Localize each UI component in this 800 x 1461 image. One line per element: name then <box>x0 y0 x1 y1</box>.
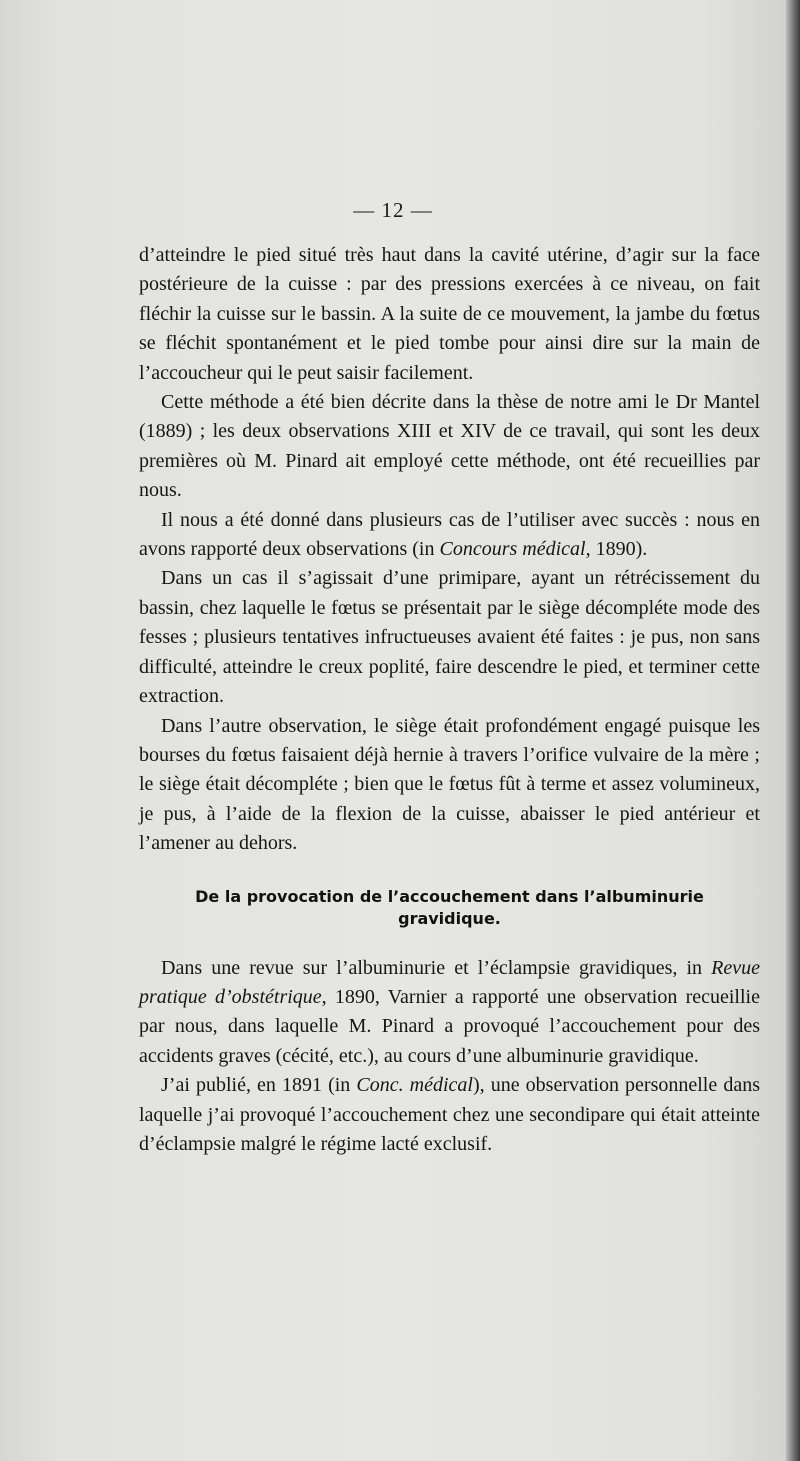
paragraph-mantel-method: Cette méthode a été bien décrite dans la thèse de notre ami le Dr Mantel (1889) ; les deux observations XIII et XIV de ce travail, qui sont les deux premières où M. Pinard ait employé cette méthode, ont été recueillies par nous. <box>139 391 760 502</box>
page-number: — 12 — <box>353 198 433 222</box>
citation-italic: Conc. médical <box>356 1074 473 1097</box>
paragraph-varnier-review <box>139 954 760 1072</box>
section-heading <box>139 886 760 930</box>
page-edge-shadow <box>786 0 800 1461</box>
text-run: Il nous a été donné dans plusieurs cas de l’utiliser avec succès : nous en avons rapporté deux observations (in <box>139 508 760 561</box>
section-heading-line: gravidique. <box>398 908 501 928</box>
paragraph-first-case: Dans un cas il s’agissait d’une primipare, ayant un rétrécissement du bassin, chez laquelle le fœtus se présentait par le siège décompléte mode des fesses ; plusieurs tentatives infructueuses avaient été faites : je pus, non sans difficulté, atteindre le creux poplité, faire descendre le pied, et terminer cette extraction. <box>139 567 760 708</box>
page-body <box>139 241 760 1159</box>
text-run: ), une observation personnelle dans laquelle j’ai provoqué l’accouchement chez une secondipare qui était atteinte d’éclampsie malgré le régime lacté exclusif. <box>139 1074 760 1155</box>
paragraph-personal-observation <box>139 1071 760 1159</box>
paragraph-continuation: d’atteindre le pied situé très haut dans la cavité utérine, d’agir sur la face postérieure de la cuisse : par des pressions exercées à ce niveau, on fait fléchir la cuisse sur le bassin. A la suite de ce mouvement, la jambe du fœtus se fléchit spontanément et le pied tombe pour ainsi dire sur la main de l’accoucheur qui le peut saisir facilement. <box>139 244 760 384</box>
section-heading-line: De la provocation de l’accouchement dans l’albuminurie <box>195 886 704 906</box>
text-run: J’ai publié, en 1891 (in <box>161 1074 357 1097</box>
paragraph-usage <box>139 506 760 565</box>
paragraph-second-case: Dans l’autre observation, le siège était profondément engagé puisque les bourses du fœtus faisaient déjà hernie à travers l’orifice vulvaire de la mère ; le siège était décompléte ; bien que le fœtus fût à terme et assez volumineux, je pus, à l’aide de la flexion de la cuisse, abaisser le pied antérieur et l’amener au dehors. <box>139 714 760 855</box>
text-run: Dans une revue sur l’albuminurie et l’éclampsie gravidiques, in <box>161 956 712 979</box>
citation-italic: Concours médical <box>439 538 586 561</box>
text-run: , 1890). <box>585 538 648 561</box>
citation-italic: Revue pratique d’obstétrique <box>139 956 760 1008</box>
text-run: , 1890, Varnier a rapporté une observation recueillie par nous, dans laquelle M. Pinard a provoqué l’accouchement pour des accidents graves (cécité, etc.), au cours d’une albuminurie gravidique. <box>139 985 760 1067</box>
